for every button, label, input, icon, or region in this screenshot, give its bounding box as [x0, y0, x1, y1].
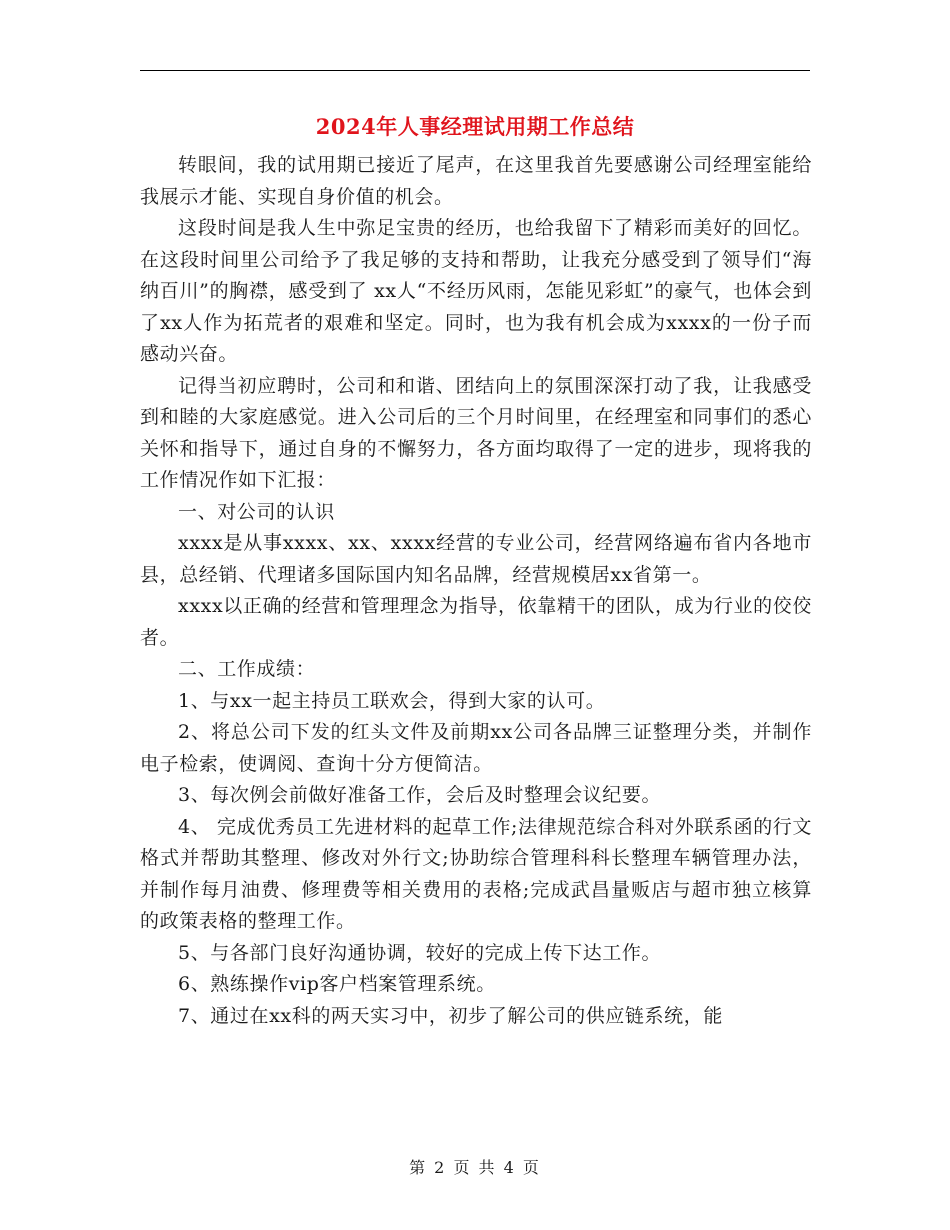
list-item: 7、通过在xx科的两天实习中，初步了解公司的供应链系统，能	[178, 1004, 723, 1027]
paragraph: xxxx以正确的经营和管理理念为指导，依靠精干的团队，成为行业的佼佼者。	[140, 595, 812, 649]
paragraph: 记得当初应聘时，公司和和谐、团结向上的氛围深深打动了我，让我感受到和睦的大家庭感觉。进入公司后的三个月时间里，在经理室和同事们的悉心关怀和指导下，通过自身的不懈努力，各方面均取得了一定的进步，现将我的工作情况作如下汇报：	[140, 374, 812, 491]
list-item: 6、熟练操作vip客户档案管理系统。	[178, 973, 496, 995]
paragraph: 转眼间，我的试用期已接近了尾声，在这里我首先要感谢公司经理室能给我展示才能、实现自身价值的机会。	[140, 154, 812, 208]
list-item: 1、与xx一起主持员工联欢会，得到大家的认可。	[178, 689, 606, 712]
list-item: 4、 完成优秀员工先进材料的起草工作;法律规范综合科对外联系函的行文格式并帮助其整理、修改对外行文;协助综合管理科科长整理车辆管理办法，并制作每月油费、修理费等相关费用的表格;完成武昌量贩店与超市独立核算的政策表格的整理工作。	[140, 815, 812, 932]
header-rule	[140, 70, 810, 71]
document-title: 2024年人事经理试用期工作总结	[315, 114, 635, 139]
page-number: 第 2 页 共 4 页	[409, 1158, 541, 1177]
document-body	[140, 150, 812, 1032]
paragraph: 这段时间是我人生中弥足宝贵的经历，也给我留下了精彩而美好的回忆。在这段时间里公司给予了我足够的支持和帮助，让我充分感受到了领导们“海纳百川”的胸襟，感受到了 xx人“不经历风雨，怎能见彩虹”的豪气，也体会到了xx人作为拓荒者的艰难和坚定。同时，也为我有机会成为xxxx的一份子而感动兴奋。	[140, 217, 812, 365]
paragraph: xxxx是从事xxxx、xx、xxxx经营的专业公司，经营网络遍布省内各地市县，总经销、代理诸多国际国内知名品牌，经营规模居xx省第一。	[140, 532, 812, 586]
section-heading: 二、工作成绩：	[178, 658, 316, 680]
list-item: 5、与各部门良好沟通协调，较好的完成上传下达工作。	[178, 941, 662, 964]
list-item: 3、每次例会前做好准备工作，会后及时整理会议纪要。	[178, 784, 662, 806]
list-item: 2、将总公司下发的红头文件及前期xx公司各品牌三证整理分类，并制作电子检索，使调阅、查询十分方便简洁。	[140, 721, 812, 775]
section-heading: 一、对公司的认识	[178, 500, 335, 523]
